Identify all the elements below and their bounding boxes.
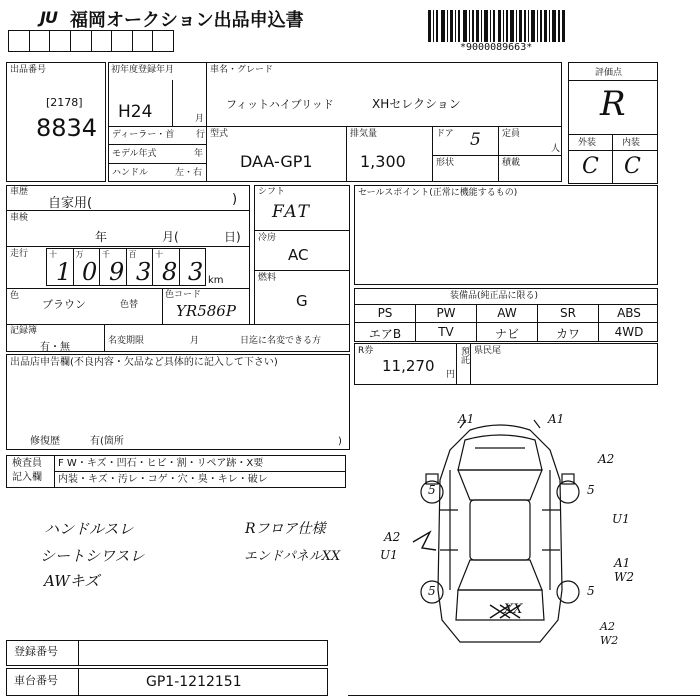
note-left: AWキズ <box>44 572 100 590</box>
equipment-pw: PW <box>436 306 456 320</box>
recycle-label: R券 <box>358 346 374 356</box>
ac-label: 冷房 <box>258 233 277 243</box>
name-change-month: 月 <box>190 336 200 346</box>
color-code: YR586P <box>176 302 236 320</box>
equipment-ps: PS <box>377 306 393 320</box>
steering-value: 左・右 <box>175 168 203 178</box>
cc-label: 排気量 <box>350 129 378 139</box>
inspector-label: 検査員 <box>12 458 42 469</box>
vehicle-type: DAA-GP1 <box>240 152 313 171</box>
usage-close: ) <box>232 192 238 207</box>
records-label: 記録簿 <box>10 326 38 336</box>
exterior-grade: C <box>582 154 599 179</box>
registration-year: H24 <box>118 102 153 122</box>
mileage-unit: km <box>208 275 224 286</box>
mileage-digit-label: 十 <box>49 250 57 259</box>
model-year-label: モデル年式 <box>112 149 157 159</box>
damage-rear: XX <box>504 602 523 617</box>
equipment-airbag: エアB <box>368 327 402 341</box>
equipment-leather: カワ <box>555 327 580 341</box>
capacity-label: 定員 <box>502 129 521 139</box>
region-label: 県民尾 <box>474 346 502 356</box>
tire-mark: 5 <box>428 584 436 598</box>
tire-mark: 5 <box>428 483 436 497</box>
equipment-4wd: 4WD <box>614 325 644 339</box>
mileage-digit: 1 <box>56 258 72 286</box>
recycle-value: 11,270 <box>382 357 435 375</box>
mileage-label: 走行 <box>10 249 29 259</box>
inspection-year: 年 <box>95 230 108 244</box>
fuel-label: 燃料 <box>258 273 277 283</box>
name-change-label: 名変期限 <box>108 336 145 346</box>
equipment-label: 装備品(純正品に限る) <box>450 291 539 301</box>
note-left: シートシワスレ <box>40 547 145 565</box>
barcode <box>428 10 568 42</box>
sales-point-box <box>354 185 658 285</box>
color-change-label: 色替 <box>120 300 139 310</box>
registration-month-label: 月 <box>195 114 205 124</box>
color-value: ブラウン <box>42 298 86 311</box>
damage-left-a: A2 <box>384 530 401 544</box>
cc-value: 1,300 <box>360 152 406 171</box>
lot-number: 8834 <box>36 114 98 142</box>
recycle-unit: 円 <box>446 370 456 380</box>
vehicle-grade: XHセレクション <box>372 97 461 111</box>
lot-sub-number: [2178] <box>46 96 83 109</box>
shape-label: 形状 <box>436 158 455 168</box>
interior-grade: C <box>624 154 641 179</box>
note-right: エンドパネルXX <box>244 549 341 564</box>
equipment-navi: ナビ <box>494 327 519 341</box>
doors-label: ドア <box>436 129 454 139</box>
exterior-label: 外装 <box>578 138 597 148</box>
inspector-row-1: F W・キズ・凹石・ヒビ・割・リペア跡・X要 <box>58 458 264 469</box>
entry-boxes <box>8 30 174 52</box>
vehicle-type-label: 型式 <box>210 129 229 139</box>
registration-number-label: 登録番号 <box>14 645 58 658</box>
damage-right-front: A2 <box>598 452 615 466</box>
mileage-digit: 9 <box>109 258 125 286</box>
capacity-unit: 人 <box>551 144 561 154</box>
registration-box <box>108 62 208 182</box>
mileage-digit: 3 <box>188 258 204 286</box>
mileage-digit-label: 万 <box>75 250 84 259</box>
doors-value: 5 <box>470 130 481 150</box>
car-diagram <box>410 420 590 650</box>
equipment-abs: ABS <box>617 306 641 320</box>
load-label: 積載 <box>502 158 521 168</box>
inspector-row-2: 内装・キズ・汚レ・コゲ・穴・臭・キレ・破レ <box>58 474 268 485</box>
mileage-digit: 8 <box>162 258 178 286</box>
vehicle-name-label: 車名・グレード <box>210 65 274 75</box>
damage-front-right: A1 <box>548 412 565 426</box>
interior-label: 内装 <box>622 138 641 148</box>
equipment-sr: SR <box>560 306 576 320</box>
declaration-label: 出品店申告欄(不良内容・欠品など具体的に記入して下さい) <box>10 357 278 368</box>
form-title: 福岡オークション出品申込書 <box>70 10 304 31</box>
shift-label: シフト <box>258 187 286 197</box>
repair-value: 有(箇所 <box>90 436 124 447</box>
vehicle-name: フィットハイブリッド <box>226 98 334 111</box>
registration-label: 初年度登録年月 <box>111 65 175 75</box>
color-label: 色 <box>10 291 20 301</box>
damage-left-u: U1 <box>380 548 398 562</box>
sales-point-label: セールスポイント(正常に機能するもの) <box>358 188 518 198</box>
evaluation-score: R <box>600 84 626 124</box>
inspection-day: 日) <box>224 230 241 244</box>
steering-label: ハンドル <box>112 168 149 178</box>
repair-label: 修復歴 <box>30 436 60 447</box>
records-value: 有・無 <box>40 342 70 353</box>
damage-bottom-a: A2 <box>600 620 615 633</box>
equipment-tv: TV <box>438 325 454 339</box>
fuel-value: G <box>296 292 308 310</box>
damage-right-mid: U1 <box>612 512 630 526</box>
inspection-label: 車検 <box>10 213 29 223</box>
barcode-number: *9000089663* <box>460 42 533 53</box>
logo: JU <box>40 8 57 27</box>
chassis-value: GP1-1212151 <box>146 674 242 690</box>
mileage-digit-label: 十 <box>155 250 163 259</box>
tire-mark: 5 <box>587 584 595 598</box>
inspector-label-2: 記入欄 <box>12 472 42 483</box>
damage-bottom-w: W2 <box>600 634 619 647</box>
damage-front-left: A1 <box>458 412 475 426</box>
damage-right-rear-w: W2 <box>614 570 634 584</box>
mileage-digit: 0 <box>82 258 98 286</box>
evaluation-label: 評価点 <box>595 68 623 78</box>
tire-mark: 5 <box>587 483 595 497</box>
ac-value: AC <box>288 246 309 264</box>
dealer-label: ディーラー・首 <box>112 130 175 140</box>
name-change-note: 日迄に名変できる方 <box>240 336 322 346</box>
color-code-label: 色コード <box>165 290 202 300</box>
inspection-month: 月( <box>162 230 179 244</box>
chassis-label: 車台番号 <box>14 674 58 687</box>
mileage-digit-label: 百 <box>128 250 137 259</box>
model-year-suffix: 年 <box>194 149 204 159</box>
repair-close: ) <box>338 436 342 447</box>
damage-right-rear-a: A1 <box>614 556 631 570</box>
usage-label: 車歴 <box>10 187 29 197</box>
dealer-suffix: 行 <box>196 130 206 140</box>
equipment-aw: AW <box>497 306 517 320</box>
lot-label: 出品番号 <box>10 65 47 75</box>
mileage-digit: 3 <box>136 258 152 286</box>
mileage-digit-label: 千 <box>102 250 110 259</box>
usage-value: 自家用( <box>48 196 93 211</box>
deposit-label: 預託 <box>459 346 469 364</box>
note-right: Rフロア仕様 <box>245 521 326 537</box>
shift-value: FAT <box>272 202 312 222</box>
note-left: ハンドルスレ <box>44 520 134 538</box>
